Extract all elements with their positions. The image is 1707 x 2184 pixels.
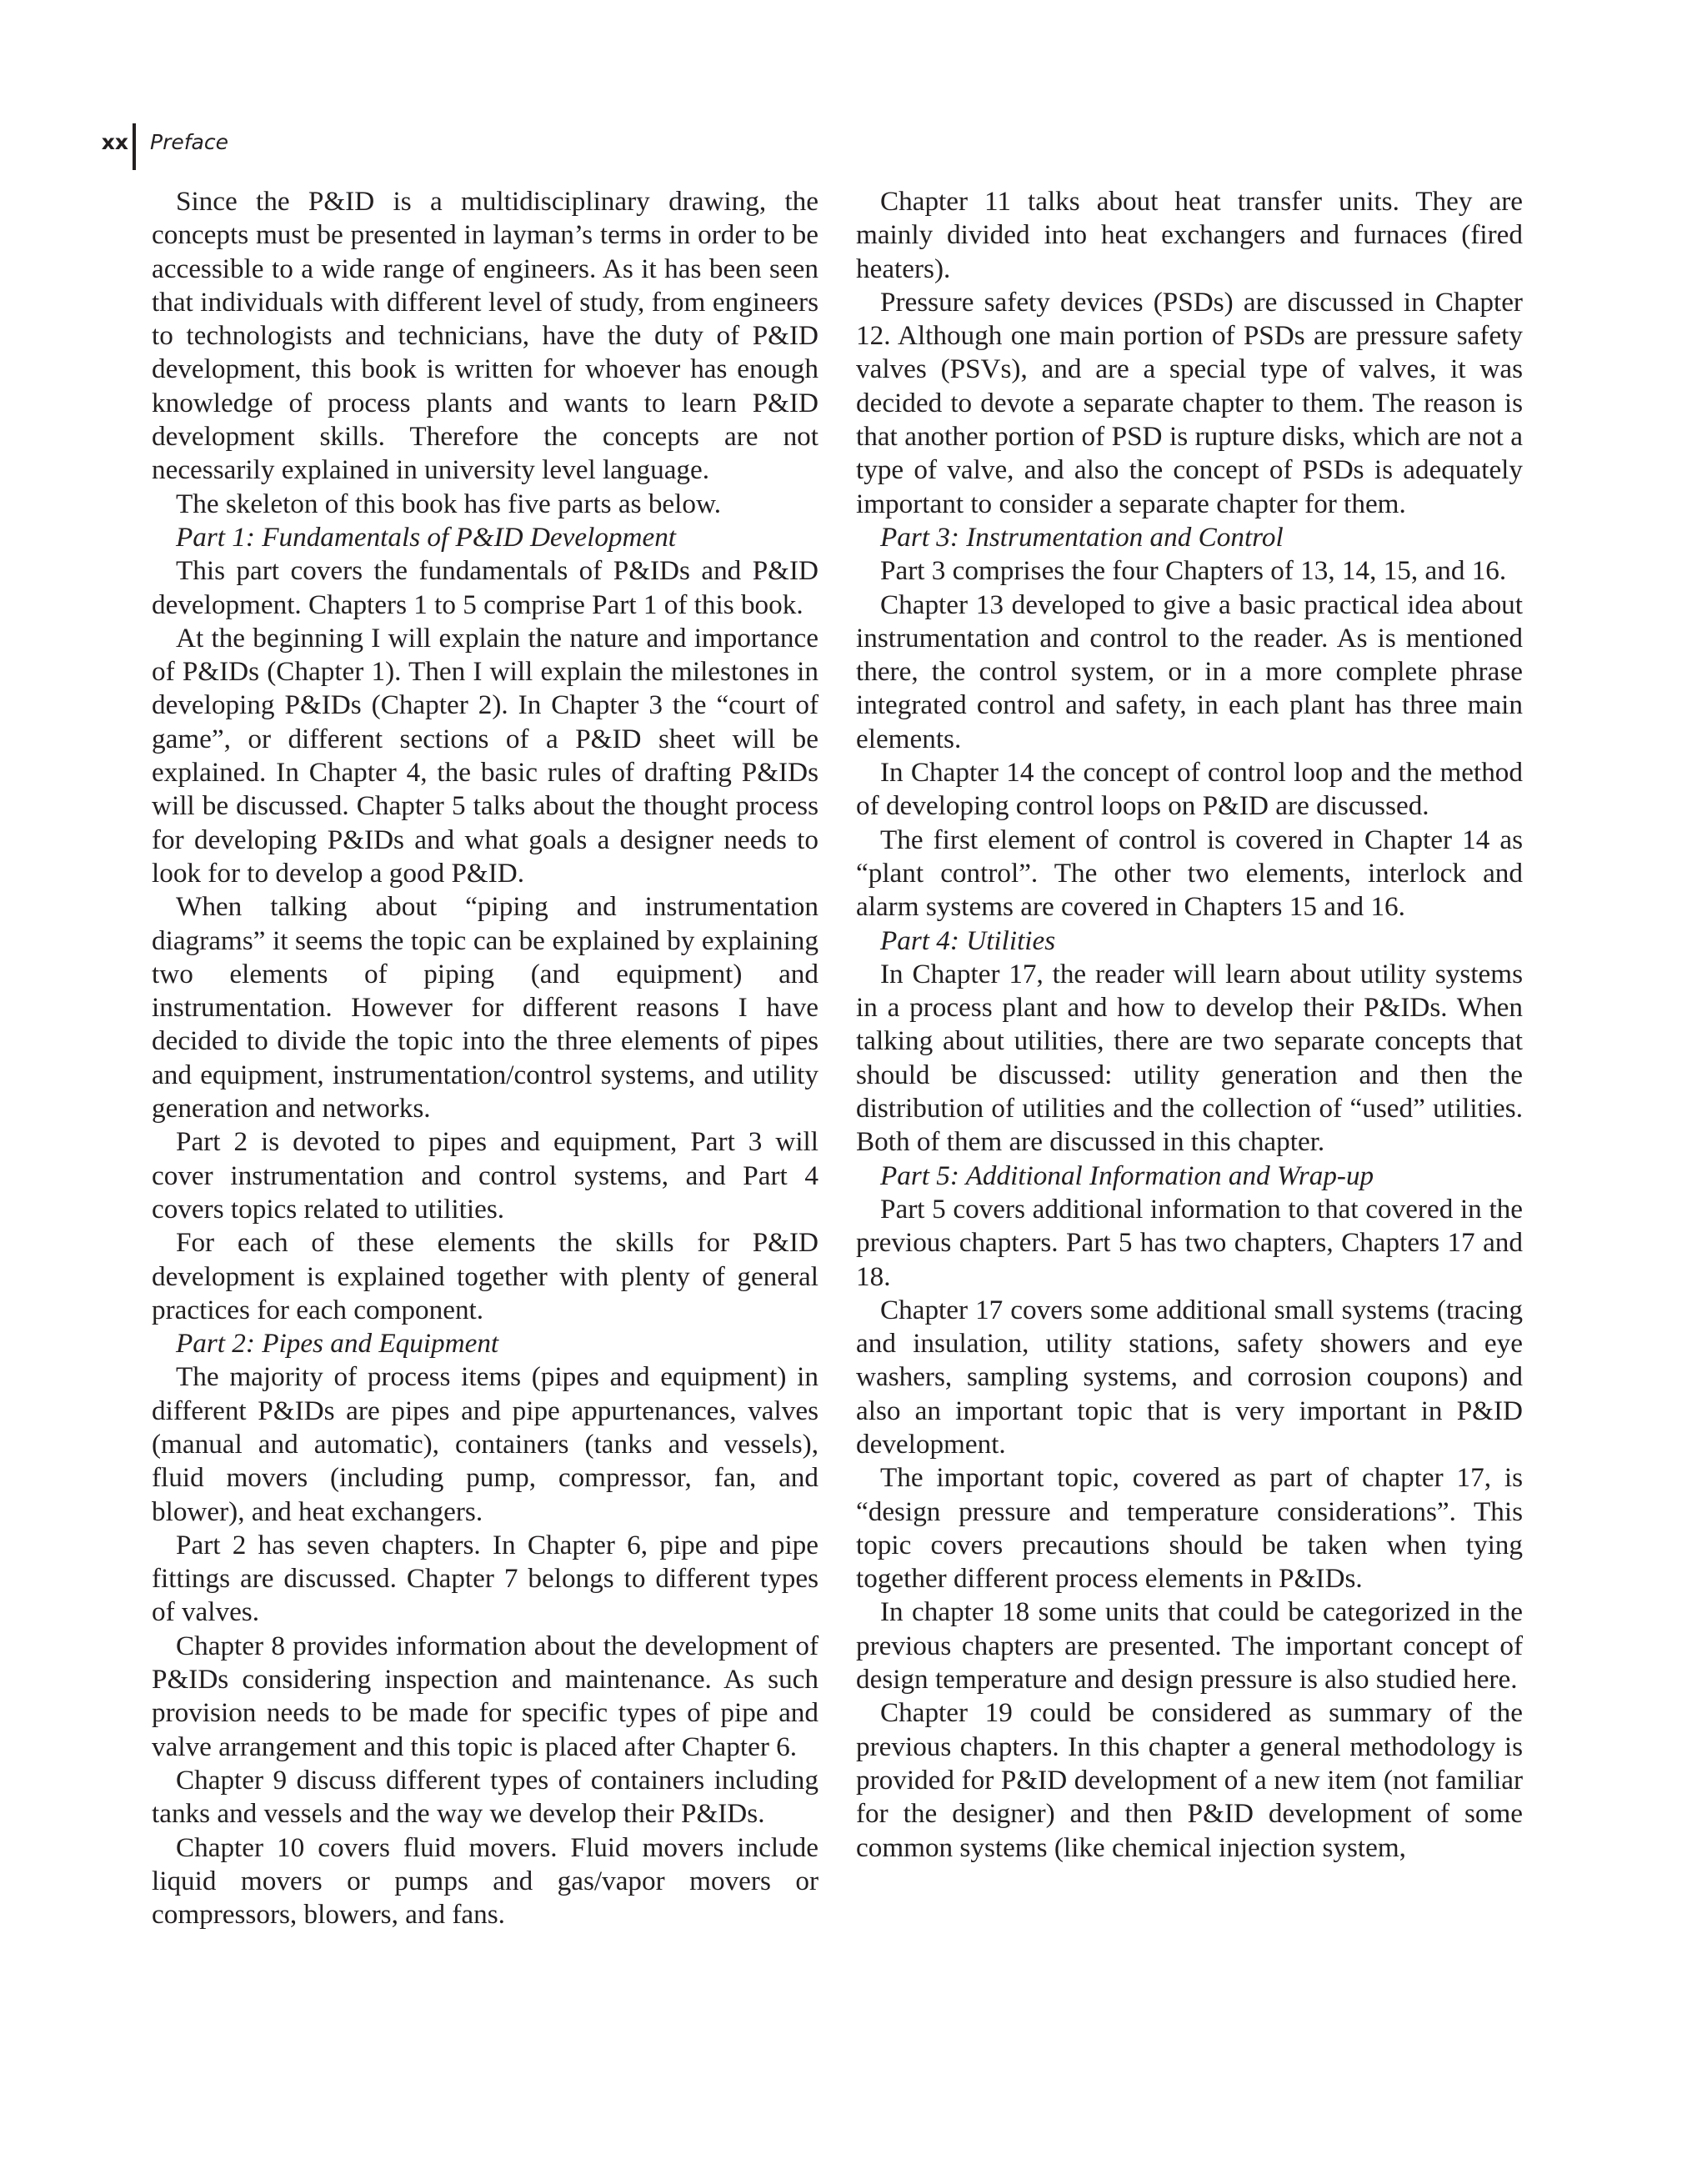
part-heading: Part 1: Fundamentals of P&ID Development bbox=[176, 521, 677, 553]
left-column bbox=[152, 185, 818, 1931]
paragraph: Chapter 9 discuss different types of containers including tanks and vessels and the way we develop their P&IDs. bbox=[152, 1764, 818, 1830]
paragraph: In Chapter 17, the reader will learn about utility systems in a process plant and how to develop their P&IDs. When talking about utilities, there are two separate concepts that should be discussed: utility generation and then the distribution of utilities and the collection of “used” utilities. Both of them are discussed in this chapter. bbox=[856, 958, 1523, 1158]
paragraph: When talking about “piping and instrumentation diagrams” it seems the topic can be explained by explaining two elements of piping (and equipment) and instrumentation. However for different reasons I have decided to divide the topic into the three elements of pipes and equipment, instrumentation/control systems, and utility generation and networks. bbox=[152, 891, 818, 1125]
paragraph: Chapter 17 covers some additional small systems (tracing and insulation, utility stations, safety showers and eye washers, sampling systems, and corrosion coupons) and also an important topic that is very important in P&ID development. bbox=[856, 1294, 1523, 1460]
paragraph: Chapter 8 provides information about the development of P&IDs considering inspection and maintenance. As such provision needs to be made for specific types of pipe and valve arrangement and this topic is placed after Chapter 6. bbox=[152, 1630, 818, 1762]
paragraph: Chapter 13 developed to give a basic practical idea about instrumentation and control to the reader. As is mentioned there, the control system, or in a more complete phrase integrated control and safety, in each plant has three main elements. bbox=[856, 589, 1523, 754]
paragraph: At the beginning I will explain the nature and importance of P&IDs (Chapter 1). Then I will explain the milestones in developing P&IDs (Chapter 2). In Chapter 3 the “court of game”, or different sections of a P&ID sheet will be explained. In Chapter 4, the basic rules of drafting P&IDs will be discussed. Chapter 5 talks about the thought process for developing P&IDs and what goals a designer needs to look for to develop a good P&ID. bbox=[152, 622, 818, 889]
right-column bbox=[856, 185, 1523, 1865]
header-divider bbox=[133, 123, 136, 170]
paragraph: Pressure safety devices (PSDs) are discussed in Chapter 12. Although one main portion of PSDs are pressure safety valves (PSVs), and are a special type of valves, it was decided to devote a separate chapter to them. The reason is that another portion of PSD is rupture disks, which are not a type of valve, and also the concept of PSDs is adequately important to consider a separate chapter for them. bbox=[856, 286, 1523, 519]
paragraph: Part 5 covers additional information to that covered in the previous chapters. Part 5 has two chapters, Chapters 17 and 18. bbox=[856, 1193, 1523, 1292]
part-heading: Part 5: Additional Information and Wrap-up bbox=[880, 1160, 1374, 1191]
part-heading: Part 3: Instrumentation and Control bbox=[880, 521, 1284, 553]
paragraph: Part 2 has seven chapters. In Chapter 6, pipe and pipe fittings are discussed. Chapter 7 belongs to different types of valves. bbox=[152, 1529, 818, 1628]
running-head-title: Preface bbox=[150, 130, 228, 154]
paragraph: In chapter 18 some units that could be categorized in the previous chapters are presented. The important concept of design temperature and design pressure is also studied here. bbox=[856, 1596, 1523, 1696]
paragraph: Chapter 11 talks about heat transfer units. They are mainly divided into heat exchangers and furnaces (fired heaters). bbox=[856, 186, 1523, 284]
paragraph: The first element of control is covered in Chapter 14 as “plant control”. The other two elements, interlock and alarm systems are covered in Chapters 15 and 16. bbox=[856, 824, 1523, 923]
part-heading: Part 2: Pipes and Equipment bbox=[176, 1328, 499, 1360]
page-number: xx bbox=[101, 130, 128, 154]
paragraph: The important topic, covered as part of chapter 17, is “design pressure and temperature considerations”. This topic covers precautions should be taken when tying together different process elements in P&IDs. bbox=[856, 1462, 1523, 1595]
paragraph: The skeleton of this book has five parts as below. bbox=[176, 488, 722, 519]
part-heading: Part 4: Utilities bbox=[880, 924, 1056, 956]
paragraph: This part covers the fundamentals of P&IDs and P&ID development. Chapters 1 to 5 comprise Part 1 of this book. bbox=[152, 555, 818, 620]
paragraph: Chapter 10 covers fluid movers. Fluid movers include liquid movers or pumps and gas/vapor movers or compressors, blowers, and fans. bbox=[152, 1831, 818, 1931]
paragraph: Chapter 19 could be considered as summary of the previous chapters. In this chapter a general methodology is provided for P&ID development of a new item (not familiar for the designer) and then P&ID development of some common systems (like chemical injection system, bbox=[856, 1697, 1523, 1863]
paragraph: In Chapter 14 the concept of control loop and the method of developing control loops on P&ID are discussed. bbox=[856, 757, 1523, 822]
paragraph: The majority of process items (pipes and equipment) in different P&IDs are pipes and pipe appurtenances, valves (manual and automatic), containers (tanks and vessels), fluid movers (including pump, compressor, fan, and blower), and heat exchangers. bbox=[152, 1361, 818, 1527]
paragraph: For each of these elements the skills for P&ID development is explained together with plenty of general practices for each component. bbox=[152, 1227, 818, 1325]
paragraph: Since the P&ID is a multidisciplinary drawing, the concepts must be presented in layman’s terms in order to be accessible to a wide range of engineers. As it has been seen that individuals with different level of study, from engineers to technologists and technicians, have the duty of P&ID development, this book is written for whoever has enough knowledge of process plants and wants to learn P&ID development skills. Therefore the concepts are not necessarily explained in university level language. bbox=[152, 186, 818, 486]
paragraph: Part 3 comprises the four Chapters of 13, 14, 15, and 16. bbox=[880, 555, 1507, 587]
paragraph: Part 2 is devoted to pipes and equipment, Part 3 will cover instrumentation and control systems, and Part 4 covers topics related to utilities. bbox=[152, 1126, 818, 1225]
